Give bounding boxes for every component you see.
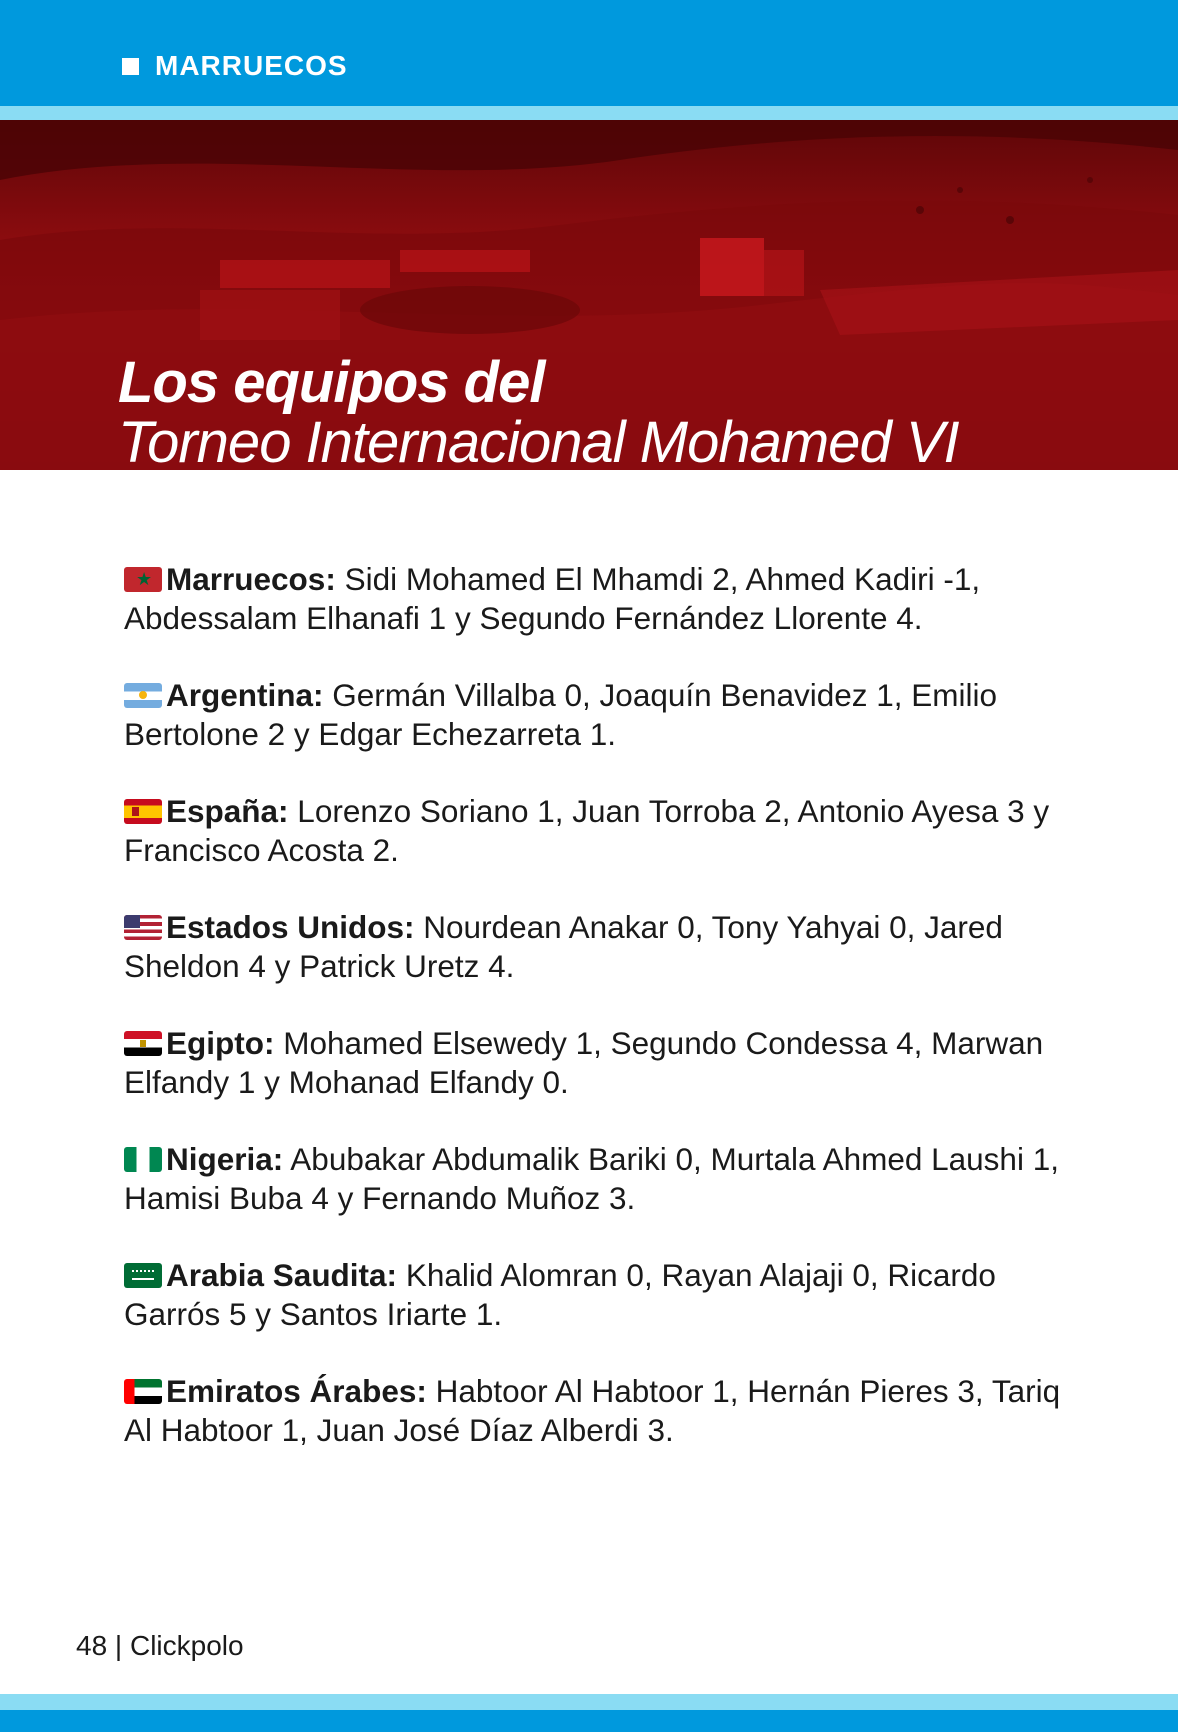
argentina-flag-icon: [124, 683, 162, 708]
hero-title: [118, 350, 959, 470]
hero-title-line2: Torneo Internacional Mohamed VI: [118, 410, 959, 470]
section-label: [122, 50, 348, 82]
team-name: Estados Unidos:: [166, 909, 415, 945]
usa-flag-icon: [124, 915, 162, 940]
team-players: Khalid Alomran 0, Rayan Alajaji 0, Ricardo Garrós 5 y Santos Iriarte 1.: [124, 1257, 996, 1332]
section-title: MARRUECOS: [155, 50, 348, 81]
team-players: Germán Villalba 0, Joaquín Benavidez 1, Emilio Bertolone 2 y Edgar Echezarreta 1.: [124, 677, 998, 752]
team-name: España:: [166, 793, 289, 829]
header-stripe: [0, 106, 1178, 120]
team-entry-arabia-saudita: [124, 1256, 1084, 1334]
page-footer: 48 | Clickpolo: [76, 1630, 244, 1661]
uae-flag-icon: [124, 1379, 162, 1404]
team-entry-espana: [124, 792, 1084, 870]
team-entry-marruecos: [124, 560, 1084, 638]
team-name: Marruecos:: [166, 561, 336, 597]
team-entry-egipto: [124, 1024, 1084, 1102]
square-bullet-icon: [122, 58, 139, 75]
footer-bar: [0, 1710, 1178, 1732]
team-players: Habtoor Al Habtoor 1, Hernán Pieres 3, Tariq Al Habtoor 1, Juan José Díaz Alberdi 3.: [124, 1373, 1061, 1448]
nigeria-flag-icon: [124, 1147, 162, 1172]
team-name: Argentina:: [166, 677, 324, 713]
hero-banner: [0, 120, 1178, 470]
morocco-flag-icon: [124, 567, 162, 592]
hero-title-line1: Los equipos del: [118, 350, 545, 415]
teams-list: [124, 560, 1084, 1488]
team-players: Lorenzo Soriano 1, Juan Torroba 2, Antonio Ayesa 3 y Francisco Acosta 2.: [124, 793, 1050, 868]
saudi-arabia-flag-icon: [124, 1263, 162, 1288]
footer-stripe: [0, 1694, 1178, 1710]
team-players: Abubakar Abdumalik Bariki 0, Murtala Ahmed Laushi 1, Hamisi Buba 4 y Fernando Muñoz 3.: [124, 1141, 1059, 1216]
team-name: Arabia Saudita:: [166, 1257, 398, 1293]
spain-flag-icon: [124, 799, 162, 824]
team-entry-estados-unidos: [124, 908, 1084, 986]
team-players: Nourdean Anakar 0, Tony Yahyai 0, Jared Sheldon 4 y Patrick Uretz 4.: [124, 909, 1003, 984]
team-entry-argentina: [124, 676, 1084, 754]
team-entry-nigeria: [124, 1140, 1084, 1218]
team-players: Sidi Mohamed El Mhamdi 2, Ahmed Kadiri -1, Abdessalam Elhanafi 1 y Segundo Fernández Llorente 4.: [124, 561, 981, 636]
team-entry-emiratos-arabes: [124, 1372, 1084, 1450]
team-name: Nigeria:: [166, 1141, 284, 1177]
team-name: Egipto:: [166, 1025, 275, 1061]
team-name: Emiratos Árabes:: [166, 1373, 427, 1409]
team-players: Mohamed Elsewedy 1, Segundo Condessa 4, Marwan Elfandy 1 y Mohanad Elfandy 0.: [124, 1025, 1044, 1100]
egypt-flag-icon: [124, 1031, 162, 1056]
